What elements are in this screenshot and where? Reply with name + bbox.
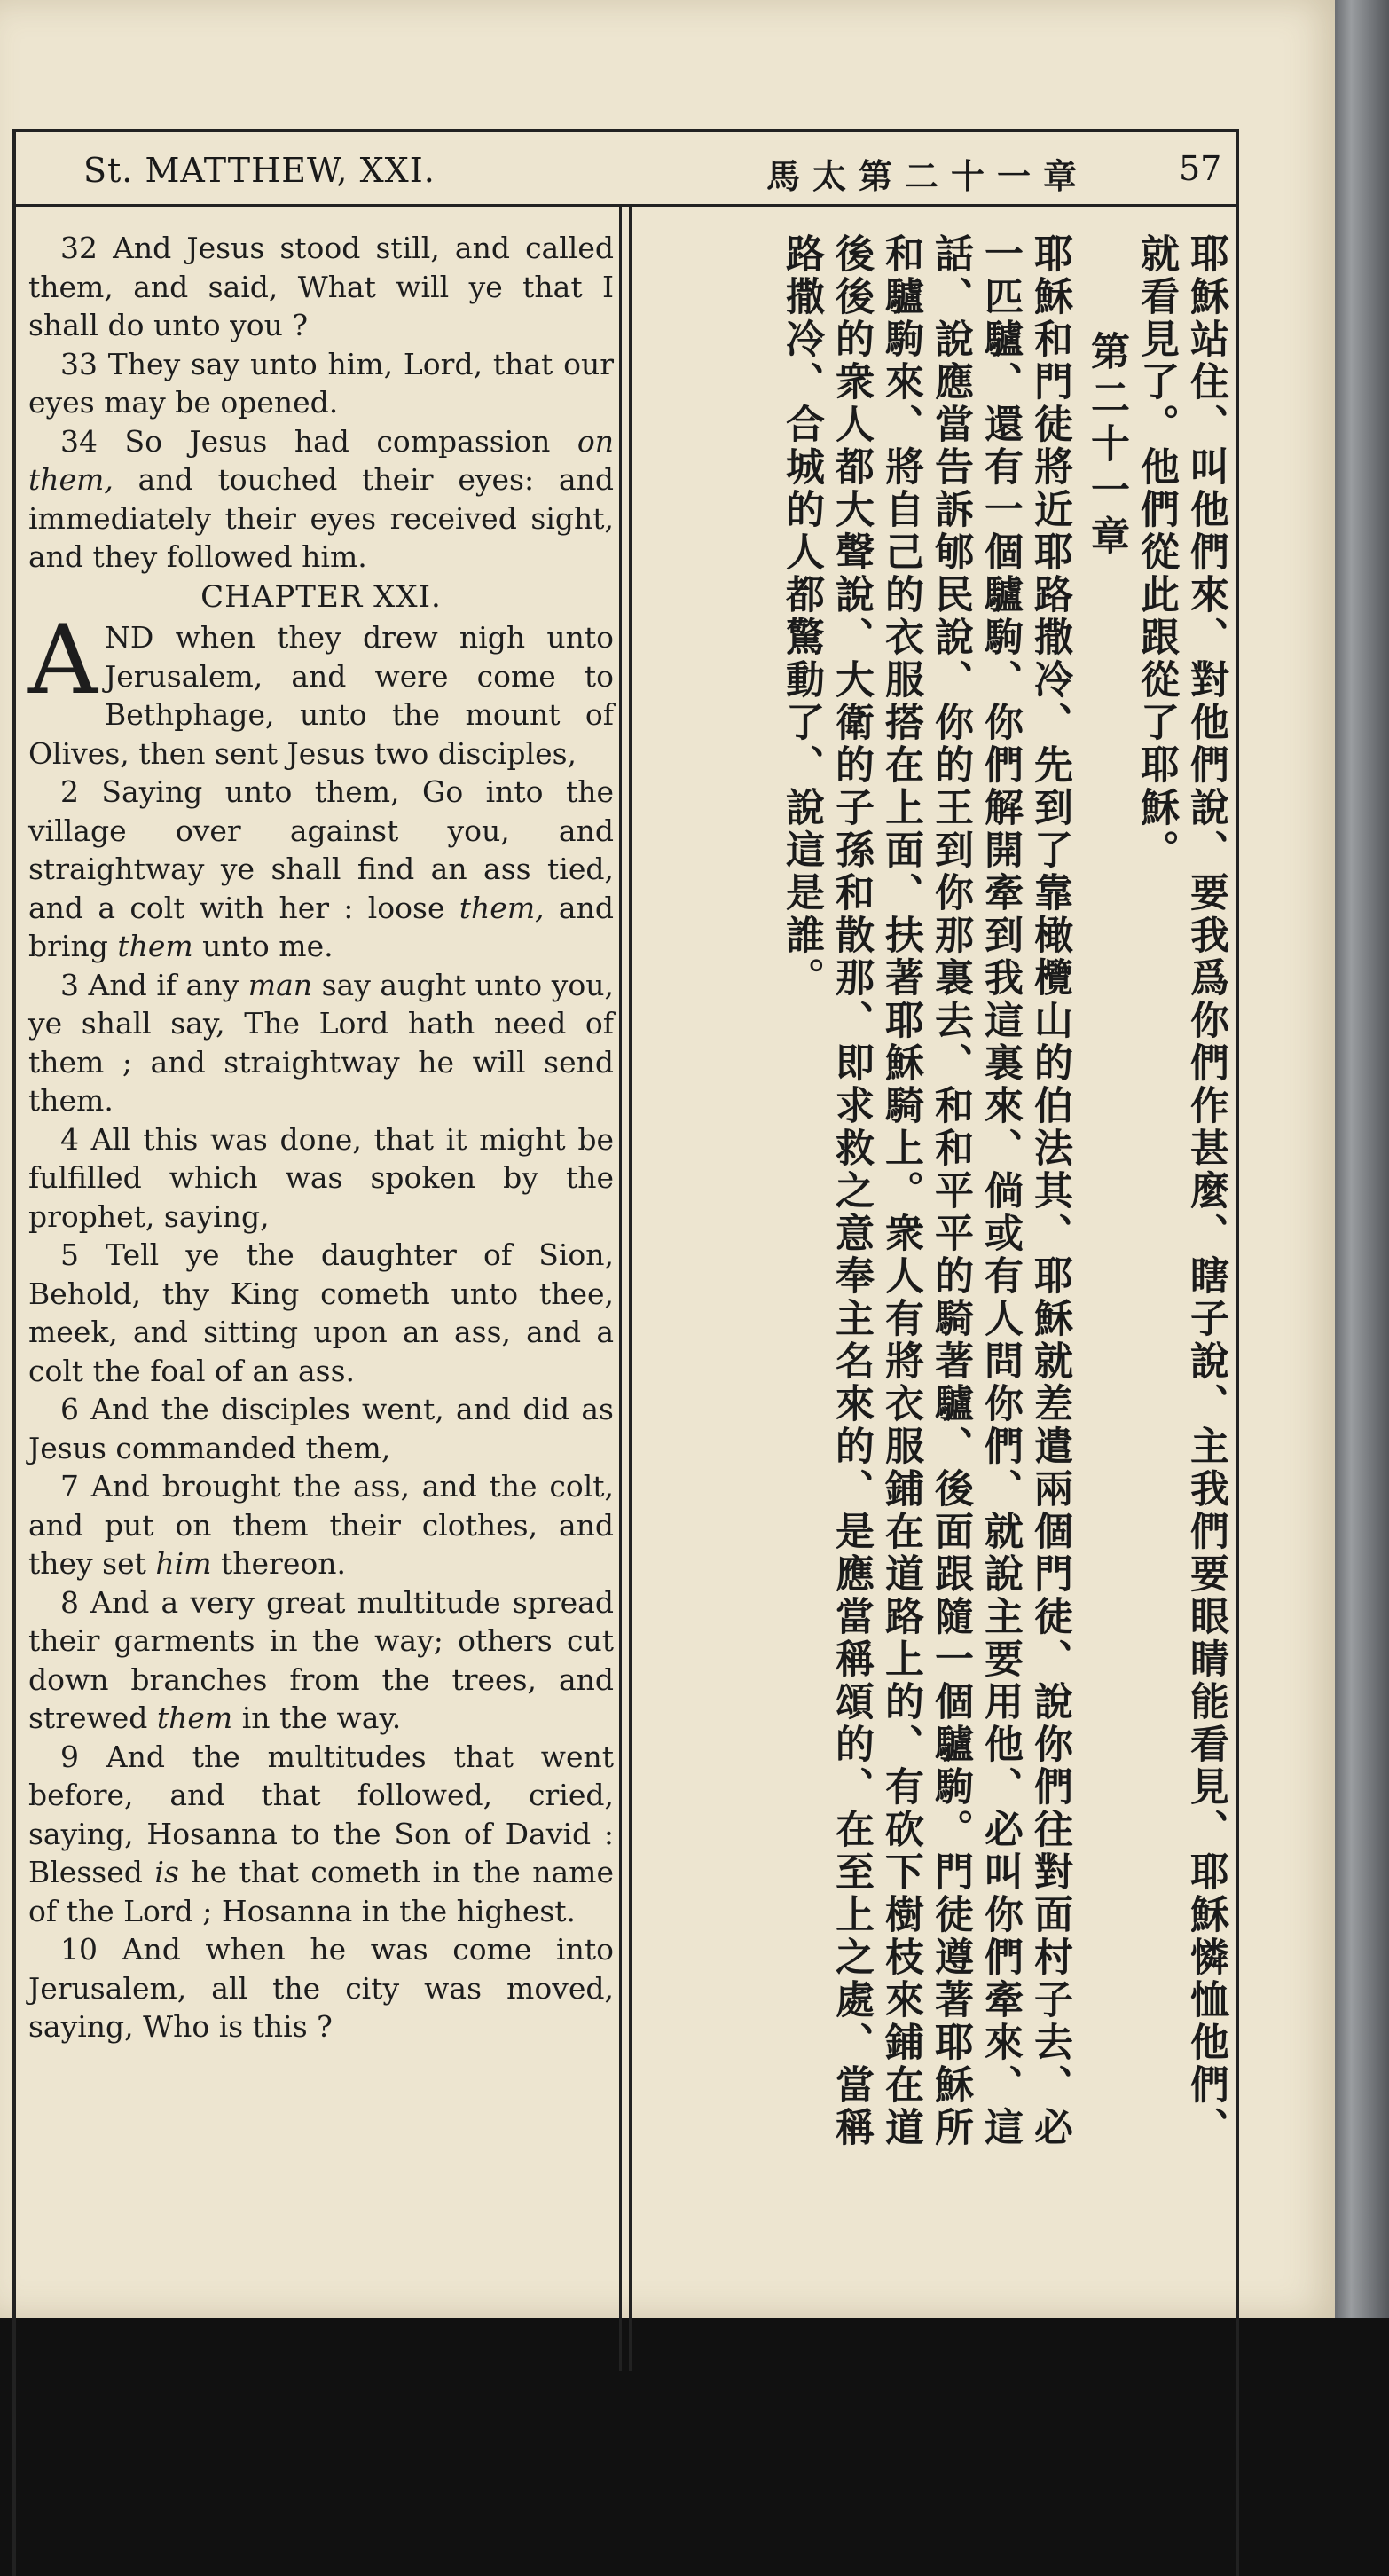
verse-1 [28,605,614,773]
verse-32: 32 And Jesus stood still, and called them, and said, What will ye that I shall do unto you ? [28,231,614,342]
verse-34 [28,422,614,577]
chinese-line-4: 一匹驢、還有一個驢駒、你們解開牽到我這裏來、倘或有人問你們、就說主要用他、必叫你們牽來、這 [977,233,1023,2149]
verse-33: 33 They say unto him, Lord, that our eyes may be opened. [28,346,614,420]
verse-8-text-a: 8 And a very great multitude spread their garments in the way; others cut down branches from the trees, and strewed [28,1584,614,1735]
chinese-line-3: 耶穌和門徒將近耶路撒冷、先到了靠橄欖山的伯法其、耶穌就差遣兩個門徒、說你們往對面村子去、必 [1027,233,1072,2149]
chinese-chapter-heading: 第二十一章 [1084,331,1129,562]
verse-9-italic: is [154,1855,179,1889]
verse-1-text: ND when they drew nigh unto Jerusalem, and were come to Bethphage, unto the mount of Olives, then sent Jesus two disciples, [28,620,614,771]
chinese-line-8: 路撒冷、合城的人都驚動了、說這是誰。 [779,233,824,1000]
chinese-line-2: 就看見了。他們從此跟從了耶穌。 [1134,233,1179,872]
verse-5: 5 Tell ye the daughter of Sion, Behold, thy King cometh unto thee, meek, and sitting upon an ass, and a colt the foal of an ass. [28,1237,614,1388]
verse-2-text-a: 2 Saying unto them, Go into the village over against you, and straightway ye shall find an ass tied, and a colt with her : loose [28,774,614,925]
header-english-title: St. MATTHEW, XXI. [83,151,436,190]
verse-8-italic: them [156,1700,233,1735]
verse-2-italic-1: them, [459,890,545,925]
chinese-line-1: 耶穌站住、叫他們來、對他們說、要我爲你們作甚麼、瞎子說、主我們要眼睛能看見、耶穌憐恤他們、 [1183,233,1228,2149]
verse-9 [28,1738,614,1931]
verse-34-text-a: 34 So Jesus had compassion [60,423,577,459]
verse-2 [28,773,614,966]
verse-7 [28,1467,614,1583]
chapter-title: CHAPTER XXI. [200,578,442,615]
verse-4: 4 All this was done, that it might be fulfilled which was spoken by the prophet, saying, [28,1121,614,1234]
verse-3-italic: man [247,967,313,1002]
verse-3-text-a: 3 And if any [60,967,248,1002]
page-edge [1335,0,1389,2318]
verse-7-text-a: 7 And brought the ass, and the colt, and put on them their clothes, and they set [28,1469,614,1581]
page-number: 57 [1179,149,1222,188]
verse-7-italic: him [155,1546,212,1581]
chinese-line-7: 後後的衆人都大聲說、大衛的子孫和散那、即求救之意奉主名來的、是應當稱頌的、在至上之處、當稱 [828,233,874,2149]
chinese-line-6: 和驢駒來、將自己的衣服搭在上面、扶著耶穌騎上。衆人有將衣服鋪在道路上的、有砍下樹枝來鋪在道 [878,233,923,2149]
verse-9-text-b: he that cometh in the name of the Lord ; Hosanna in the highest. [28,1855,614,1928]
verse-2-text-c: unto me. [192,929,334,963]
english-column [28,229,614,2046]
verse-2-text-b: and bring [28,890,614,963]
column-divider [619,207,632,2371]
verse-8 [28,1583,614,1738]
verse-2-italic-2: them [117,929,193,963]
chinese-line-5: 話、說應當告訴郇民說、你的王到你那裏去、和和平平的騎著驢、後面跟隨一個驢駒。門徒遵著耶穌所 [928,233,973,2149]
verse-3-text-b: say aught unto you, ye shall say, The Lord hath need of them ; and straightway he will send them. [28,967,614,1118]
drop-cap: A [28,605,98,716]
verse-34-text-b: and touched their eyes: and immediately their eyes received sight, and they followed him. [28,462,614,574]
verse-10: 10 And when he was come into Jerusalem, all the city was moved, saying, Who is this ? [28,1932,614,2044]
header-chinese-title: 馬太第二十一章 [766,157,1090,196]
running-header [12,133,1236,207]
verse-7-text-b: thereon. [211,1546,346,1581]
verse-8-text-b: in the way. [232,1700,402,1735]
verse-34-italic: on them, [28,423,614,497]
chinese-column [632,207,1230,2371]
verse-9-text-a: 9 And the multitudes that went before, and that followed, cried, saying, Hosanna to the Son of David : Blessed [28,1739,614,1889]
verse-6: 6 And the disciples went, and did as Jesus commanded them, [28,1392,614,1465]
verse-3 [28,966,614,1120]
